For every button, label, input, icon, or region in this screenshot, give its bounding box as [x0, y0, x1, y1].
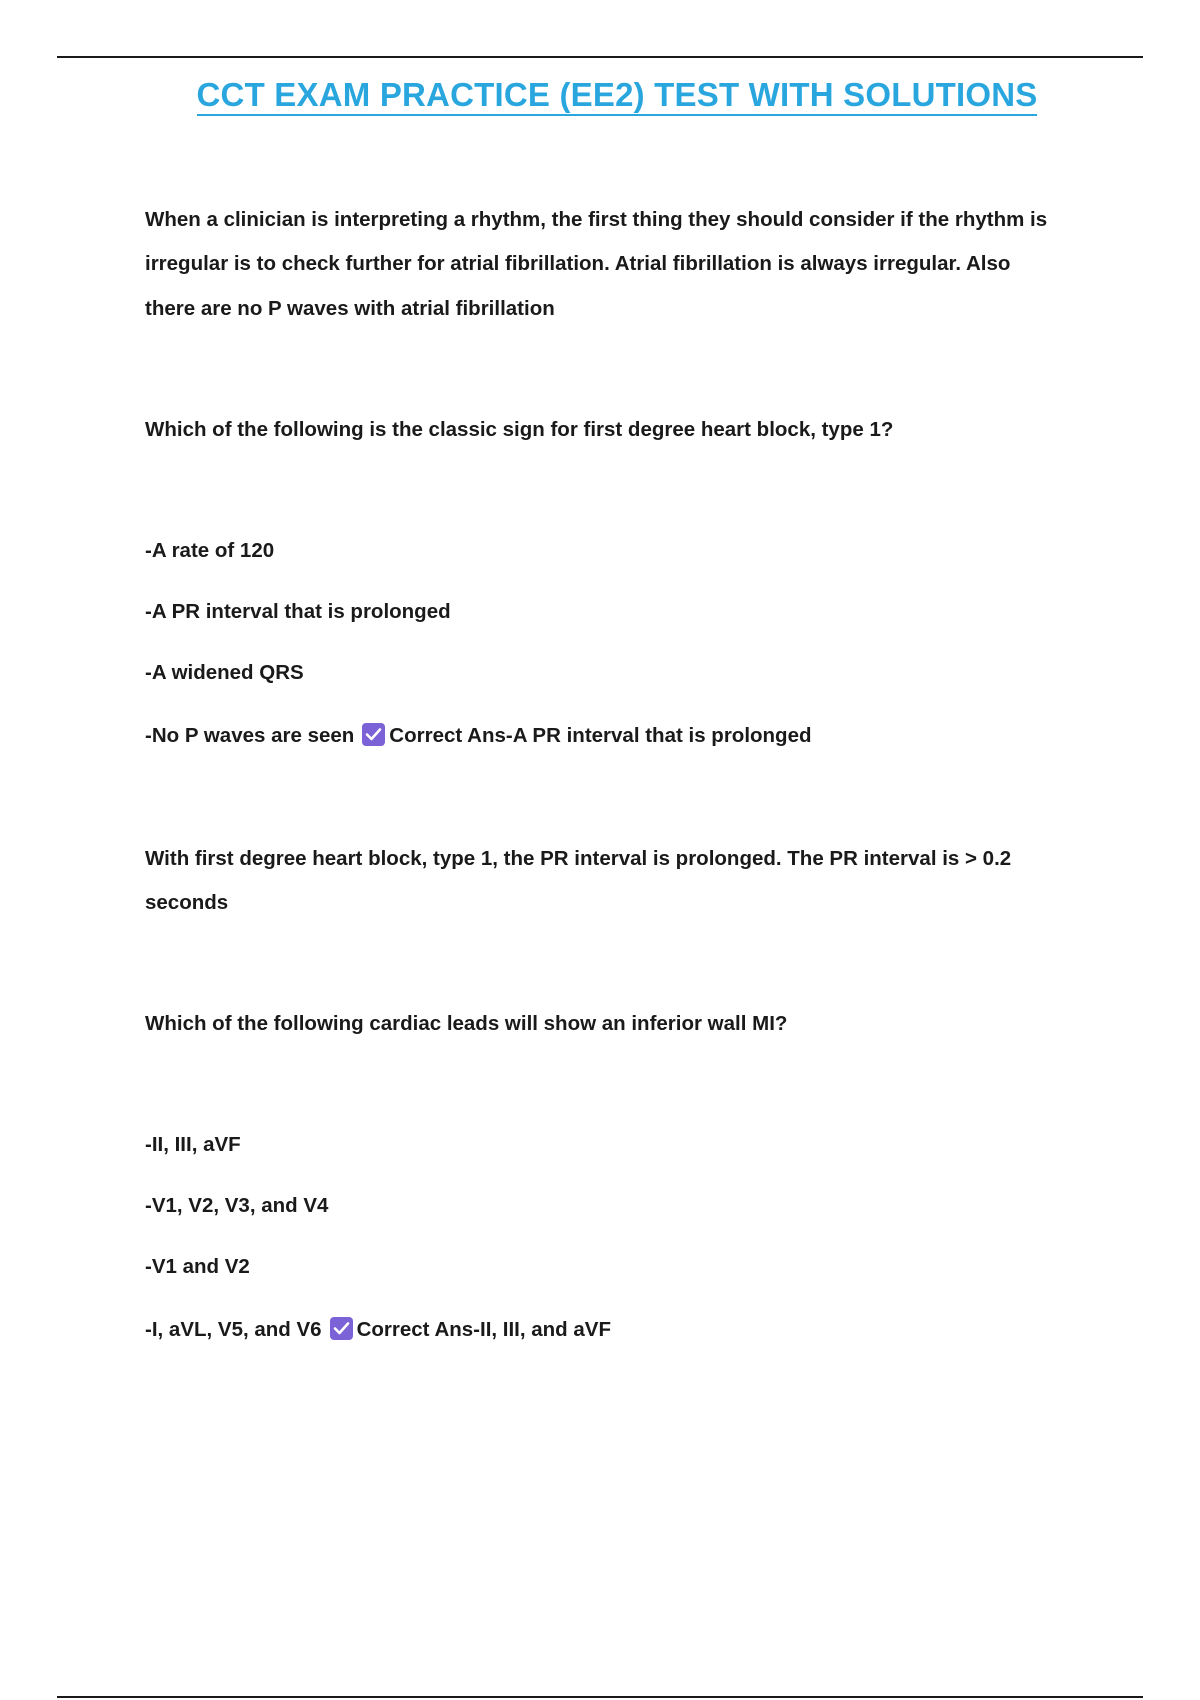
check-box-icon — [362, 723, 385, 746]
paragraph-line: seconds — [145, 891, 229, 914]
answer-option: -II, III, aVF — [145, 1133, 241, 1156]
answer-option: -A widened QRS — [145, 661, 304, 684]
answer-option: -A rate of 120 — [145, 539, 275, 562]
question-text: Which of the following is the classic sign for first degree heart block, type 1? — [145, 418, 894, 441]
paragraph-line: When a clinician is interpreting a rhythm, the first thing they should consider if the rhythm is — [145, 208, 1048, 231]
answer-option-row — [145, 1316, 611, 1344]
bottom-rule — [57, 1696, 1143, 1698]
paragraph-line: irregular is to check further for atrial fibrillation. Atrial fibrillation is always irregular. Also — [145, 252, 1011, 275]
paragraph-line: there are no P waves with atrial fibrillation — [145, 297, 555, 320]
top-rule — [57, 56, 1143, 58]
correct-answer: Correct Ans-II, III, and aVF — [356, 1318, 611, 1341]
correct-answer: Correct Ans-A PR interval that is prolonged — [389, 724, 812, 747]
answer-option: -I, aVL, V5, and V6 — [145, 1318, 322, 1341]
document-title: CCT EXAM PRACTICE (EE2) TEST WITH SOLUTIONS — [0, 76, 1200, 116]
answer-option: -V1 and V2 — [145, 1255, 250, 1278]
question-text: Which of the following cardiac leads will show an inferior wall MI? — [145, 1012, 788, 1035]
answer-option: -V1, V2, V3, and V4 — [145, 1194, 329, 1217]
answer-option: -A PR interval that is prolonged — [145, 600, 451, 623]
paragraph-line: With first degree heart block, type 1, the PR interval is prolonged. The PR interval is > 0.2 — [145, 847, 1012, 870]
answer-option-row — [145, 722, 812, 750]
check-box-icon — [330, 1317, 353, 1340]
answer-option: -No P waves are seen — [145, 724, 355, 747]
